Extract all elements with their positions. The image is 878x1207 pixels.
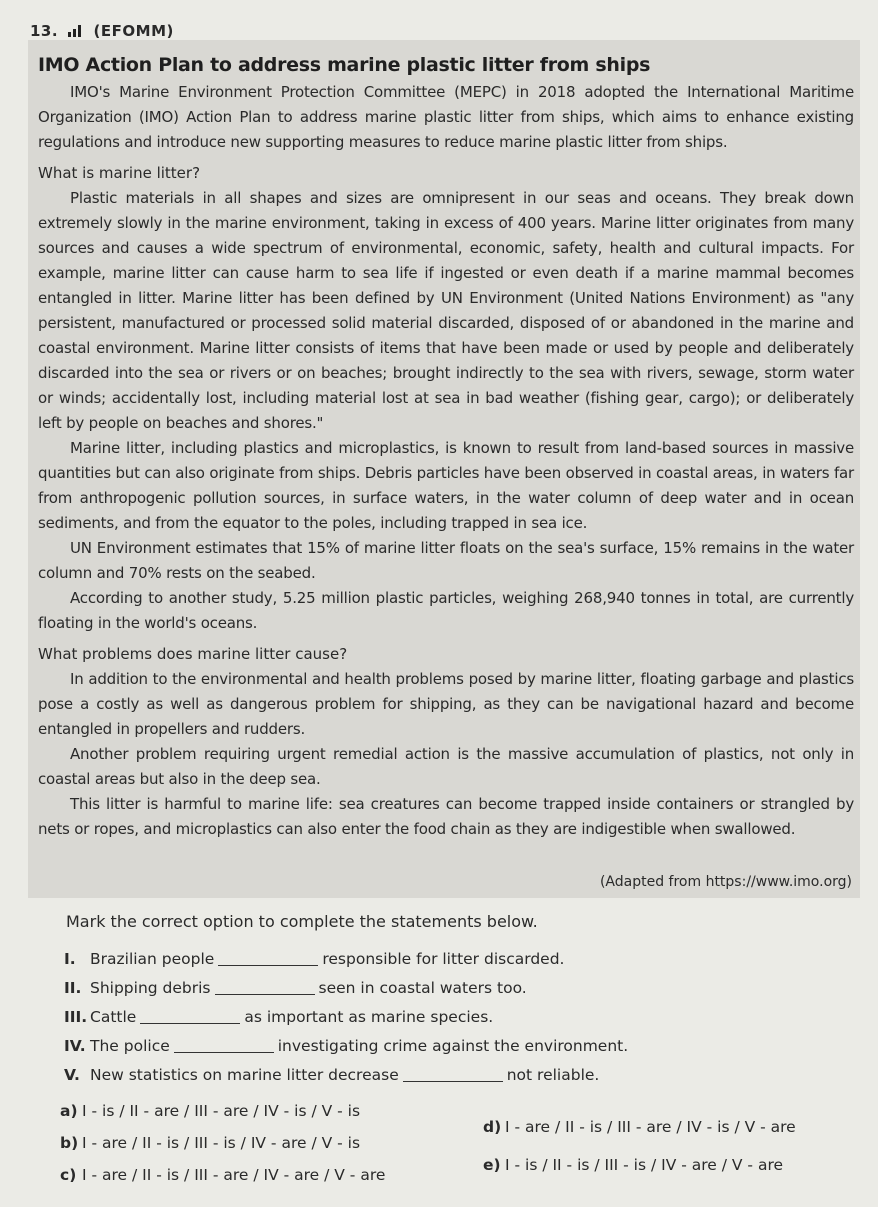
option-e[interactable]: e) I - is / II - is / III - is / IV - are / V - are <box>483 1156 784 1174</box>
difficulty-bars-icon <box>68 25 82 37</box>
subheading-what-is-marine-litter: What is marine litter? <box>38 164 201 182</box>
paragraph-7: This litter is harmful to marine life: sea creatures can become trapped inside containers or strangled by nets or ropes, and microplastics can also enter the food chain as they are indigestible when swallowed. <box>38 795 854 838</box>
blank-1 <box>218 949 318 966</box>
passage-source: (Adapted from https://www.imo.org) <box>599 874 852 890</box>
paragraph-4: According to another study, 5.25 million plastic particles, weighing 268,940 tonnes in total, are currently floating in the world's oceans. <box>38 589 854 632</box>
subheading-problems: What problems does marine litter cause? <box>38 645 348 663</box>
paragraph-5: In addition to the environmental and health problems posed by marine litter, floating garbage and plastics pose a costly as well as dangerous problem for shipping, as they can be navigational hazard and become entangled in propellers and rudders. <box>38 670 854 738</box>
question-instruction: Mark the correct option to complete the statements below. <box>66 912 538 931</box>
blank-4 <box>174 1036 274 1053</box>
passage-intro: IMO's Marine Environment Protection Committee (MEPC) in 2018 adopted the International Maritime Organization (IMO) Action Plan to address marine plastic litter from ships, which aims to enhance existing regulations and introduce new supporting measures to reduce marine plastic litter from ships. <box>38 83 854 151</box>
option-b[interactable]: b) I - are / II - is / III - is / IV - are / V - is <box>60 1134 361 1152</box>
paragraph-3: UN Environment estimates that 15% of marine litter floats on the sea's surface, 15% remains in the water column and 70% rests on the seabed. <box>38 539 854 582</box>
reading-passage <box>28 40 860 898</box>
statement-4: IV. The police investigating crime against the environment. <box>64 1037 629 1055</box>
question-number: 13. <box>30 22 59 40</box>
statement-3: III. Cattle as important as marine species. <box>64 1008 494 1026</box>
blank-3 <box>140 1007 240 1024</box>
statement-2: II. Shipping debris seen in coastal waters too. <box>64 979 527 997</box>
blank-5 <box>403 1065 503 1082</box>
question-area <box>28 912 860 1204</box>
paragraph-1: Plastic materials in all shapes and sizes are omnipresent in our seas and oceans. They break down extremely slowly in the marine environment, taking in excess of 400 years. Marine litter originates from many sources and causes a wide spectrum of environmental, economic, safety, health and cultural impacts. For example, marine litter can cause harm to sea life if ingested or even death if a marine mammal becomes entangled in litter. Marine litter has been defined by UN Environment (United Nations Environment) as "any persistent, manufactured or processed solid material discarded, disposed of or abandoned in the marine and coastal environment. Marine litter consists of items that have been made or used by people and deliberately discarded into the sea or rivers or on beaches; brought indirectly to the sea with rivers, sewage, storm water or winds; accidentally lost, including material lost at sea in bad weather (fishing gear, cargo); or deliberately left by people on beaches and shores." <box>38 189 854 432</box>
passage-title: IMO Action Plan to address marine plastic litter from ships <box>38 54 651 76</box>
paragraph-6: Another problem requiring urgent remedial action is the massive accumulation of plastics, not only in coastal areas but also in the deep sea. <box>38 745 854 788</box>
blank-2 <box>215 978 315 995</box>
paragraph-2: Marine litter, including plastics and microplastics, is known to result from land-based sources in massive quantities but can also originate from ships. Debris particles have been observed in coastal areas, in waters far from anthropogenic pollution sources, in surface waters, in the water column of deep water and in ocean sediments, and from the equator to the poles, including trapped in sea ice. <box>38 439 854 532</box>
answer-options <box>28 1094 860 1204</box>
exam-source: (EFOMM) <box>93 22 174 40</box>
option-c[interactable]: c) I - are / II - is / III - are / IV - are / V - are <box>60 1166 386 1184</box>
question-header <box>30 22 174 40</box>
option-d[interactable]: d) I - are / II - is / III - are / IV - is / V - are <box>483 1118 796 1136</box>
option-a[interactable]: a) I - is / II - are / III - are / IV - is / V - is <box>60 1102 361 1120</box>
statement-5: V. New statistics on marine litter decrease not reliable. <box>64 1066 600 1084</box>
statement-1: I. Brazilian people responsible for litter discarded. <box>64 950 565 968</box>
